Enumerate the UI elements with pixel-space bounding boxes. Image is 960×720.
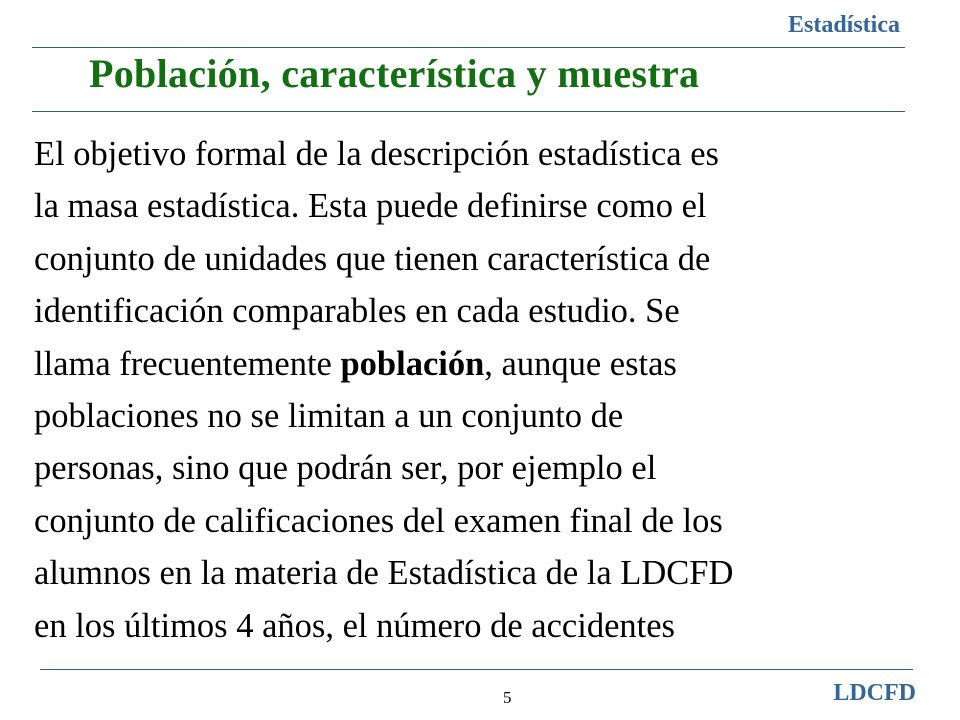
page-number: 5 (503, 688, 512, 707)
body-line: conjunto de calificaciones del examen final de los (34, 501, 723, 540)
emphasized-term: población (340, 344, 485, 383)
slide-title: Población, característica y muestra (89, 51, 700, 96)
footer-brand: LDCFD (833, 680, 916, 706)
body-line: identificación comparables en cada estudio. Se (34, 292, 680, 331)
body-line: poblaciones no se limitan a un conjunto de (34, 397, 624, 436)
body-line: El objetivo formal de la descripción estadística es (34, 135, 719, 173)
footer-divider (40, 669, 913, 670)
body-line: personas, sino que podrán ser, por ejemplo el (34, 449, 657, 488)
header-divider (32, 47, 905, 48)
body-line: conjunto de unidades que tienen característica de (34, 239, 711, 278)
body-line: la masa estadística. Esta puede definirse como el (34, 187, 707, 226)
title-divider (32, 111, 905, 112)
body-line: en los últimos 4 años, el número de accidentes (34, 606, 675, 645)
body-text-segment: llama frecuentemente (34, 344, 341, 383)
slide-body (34, 128, 914, 652)
body-line: alumnos en la materia de Estadística de la LDCFD (34, 554, 734, 593)
body-line (34, 338, 914, 390)
course-title: Estadística (787, 12, 900, 38)
body-text-segment: , aunque estas (484, 344, 677, 383)
